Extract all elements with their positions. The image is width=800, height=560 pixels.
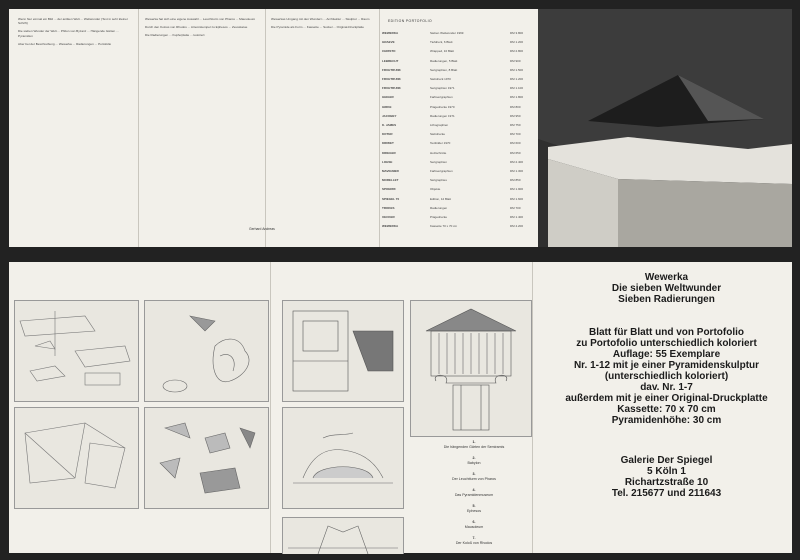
edition-price: DM 900 [510,58,521,63]
edition-row [382,123,527,131]
caption-number: 4. [472,488,476,492]
etching-colossus-rhodos [282,517,404,554]
edition-row [382,31,527,39]
essay-column-2 [145,17,257,239]
info-artist: Wewerka [644,272,689,283]
edition-work: Wrapped, 10 Blatt [430,49,454,54]
edition-artist: UECKER [382,215,395,219]
info-pyramid-height: Pyramidenhöhe: 30 cm [611,415,722,426]
etching-temple-ephesos [410,300,532,437]
edition-work: Farbserigraphien [430,95,453,100]
edition-price: DM 1.900 [510,187,524,192]
edition-price: DM 800 [510,104,521,109]
caption-number: 2. [472,456,476,460]
info-title: Die sieben Weltwunder [611,283,722,294]
edition-row [382,141,527,149]
essay-column-1 [18,17,130,239]
essay-paragraph: Wewerkas Umgang mit den Wundern ... Architektur ... Skulptur ... Raum [271,17,370,21]
essay-paragraph: Wewerka hat sich eine eigene Auswahl ... Leuchtturm von Pharos ... Mausoleum [145,17,256,21]
edition-price: DM 2.800 [510,49,524,54]
gallery-phone: Tel. 215677 und 211643 [611,488,722,499]
edition-work: Radierungen 1971 [430,113,455,118]
edition-row [382,206,527,214]
edition-artist: TROKES [382,205,395,210]
info-edition-size: Auflage: 55 Exemplare [612,349,721,360]
caption-number: 7. [472,536,476,540]
edition-artist: KOTER [382,132,393,137]
gallery-city: 5 Köln 1 [647,466,686,477]
essay-paragraph: Wenn hier einmal ein Bild ... der antiken Welt ... Weltwunder (Text in sehr kleiner Schrift) [18,17,128,26]
caption-title: Der Koloß von Rhodos [455,541,493,545]
edition-price: DM 600 [510,141,521,146]
edition-work: Holzschnitte [430,150,447,155]
edition-row [382,105,527,113]
edition-row [382,169,527,177]
caption-title: Das Pyramidenmuseum [454,493,494,497]
top-leaflet [9,9,792,247]
edition-row [382,86,527,94]
caption-number: 3. [472,472,476,476]
edition-row [382,215,527,223]
edition-price: DM 750 [510,123,521,127]
edition-artist: GIRKE [382,104,392,109]
pyramid-sculpture-image [538,9,792,247]
bottom-leaflet [9,262,792,553]
edition-work: Siebdruck 1970 [430,77,451,81]
edition-title: EDITION PORTOFOLIO [388,19,432,23]
edition-work: Siebdrucke [430,132,446,137]
author-signature: Gerhard Andreas [249,227,275,231]
edition-work: Sieben Weltwunder 1969 [430,31,464,35]
edition-price: DM 3.800 [510,31,524,35]
edition-work: Radierungen [430,205,448,210]
edition-price: DM 850 [510,178,521,183]
edition-artist: FRUHTRUNK [382,77,401,81]
edition-artist: MAVIGNIER [382,169,399,173]
edition-row [382,178,527,186]
edition-price: DM 1.200 [510,77,524,81]
edition-price: DM 1.800 [510,95,524,100]
edition-work: Serigraphien 1971 [430,86,455,91]
etching-mausoleum [282,407,404,509]
edition-price: DM 950 [510,113,521,118]
info-line: Nr. 1-12 mit je einer Pyramidenskulptur [573,360,760,371]
edition-row [382,49,527,57]
edition-price: DM 4.200 [510,224,524,229]
edition-price: DM 2.400 [510,159,524,164]
edition-row [382,151,527,159]
caption-number: 6. [472,520,476,524]
edition-artist: FRUHTRUNK [382,86,401,91]
etching-hanging-gardens [14,300,139,402]
edition-price: DM 700 [510,205,521,210]
edition-row [382,59,527,67]
edition-artist: JACOBEY [382,113,397,118]
edition-artist: LOHSE [382,159,393,164]
essay-paragraph: Aber bei der Beschreibung ... Wewerka ... Radierungen ... Portofolio [18,41,112,46]
fold-line [138,9,139,247]
edition-artist: KRIEGER [382,150,396,155]
edition-artist: GRAEVE [382,40,395,45]
edition-price: DM 650 [510,150,521,155]
info-line: zu Portofolio unterschiedlich koloriert [576,338,757,349]
fold-line [265,9,266,247]
edition-artist: KRIWET [382,141,394,146]
gallery-street: Richartzstraße 10 [624,477,709,488]
edition-row [382,132,527,140]
info-line: dav. Nr. 1-7 [640,382,693,393]
info-box-size: Kassette: 70 x 70 cm [617,404,716,415]
edition-price: DM 1.500 [510,67,524,72]
info-line: Blatt für Blatt und von Portofolio [589,327,744,338]
pyramid-sculpture-photo [538,9,792,247]
edition-artist: LEBRECHT [382,58,399,63]
essay-paragraph: Die Pyramide als Form ... Kassette ... Sockel ... Original-Druckplatte [271,25,365,30]
edition-work: Radierungen, 5 Blatt [430,58,458,63]
essay-column-3 [271,17,373,217]
caption-number: 5. [472,504,476,508]
edition-artist: CHRISTO [382,49,396,54]
etching-pyramids [14,407,139,509]
edition-work: Kassette 70 x 70 cm [430,224,458,229]
edition-work: Lithographien [430,123,449,127]
edition-work: Serigraphien, 8 Blatt [430,67,458,72]
edition-work: Edition, 12 Blatt [430,196,452,201]
etching-lighthouse-pharos [282,300,404,402]
edition-work: Farbserigraphien [430,169,453,173]
edition-work: Prägedrucke [430,215,448,219]
edition-artist: SPOERRI [382,187,396,192]
edition-price: DM 1.400 [510,215,524,219]
edition-price: DM 1.100 [510,86,524,91]
edition-row [382,40,527,48]
edition-row [382,68,527,76]
etching-babylon [144,300,269,402]
edition-row [382,95,527,103]
caption-title: Babylon [467,461,481,465]
info-subtitle: Sieben Radierungen [618,294,715,305]
fold-line [270,262,271,553]
edition-work: Tiefdruck, 6 Blatt [430,40,453,45]
edition-row [382,224,527,232]
essay-paragraph: Durch den Koloss von Rhodos ... Artemistempel zu Ephesos ... Zeusstatue [145,25,248,30]
caption-number: 1. [472,440,476,444]
essay-paragraph: Die Radierungen ... Kupferplatte ... koloriert [145,33,205,38]
edition-price: DM 1.600 [510,196,524,201]
caption-title: Die hängenden Gärten der Semiramis [443,445,505,449]
info-line: außerdem mit je einer Original-Druckplatte [565,393,768,404]
edition-work: Sérigraphies [430,178,447,183]
edition-row [382,187,527,195]
edition-row [382,197,527,205]
edition-work: Objekte [430,187,441,192]
edition-artist: K. JAMES [382,123,397,127]
edition-artist: GEIGER [382,95,394,100]
edition-row [382,77,527,85]
edition-row [382,160,527,168]
edition-price: DM 1.300 [510,169,524,173]
edition-price: DM 700 [510,132,521,137]
edition-work: Prägedrucke 1970 [430,104,455,109]
edition-artist: SPIEGEL 70 [382,196,400,201]
gallery-name: Galerie Der Spiegel [620,455,713,466]
edition-artist: WEWERKA [382,31,399,35]
essay-paragraph: Die sieben Wunder der Welt ... Philon von Byzanz ... Hängende Gärten ... Pyramiden [18,29,119,38]
edition-price: DM 1.200 [510,40,524,45]
fold-line [379,9,380,247]
edition-row [382,114,527,122]
edition-artist: MORELLET [382,178,399,183]
caption-title: Der Leuchtturm von Pharos [452,477,496,481]
edition-artist: WEWERKA [382,224,399,229]
edition-artist: FRUHTRUNK [382,67,401,72]
caption-title: Ephesos [467,509,481,513]
info-line: (unterschiedlich koloriert) [604,371,729,382]
edition-work: Textbilder 1970 [430,141,451,146]
etching-fragments [144,407,269,509]
edition-work: Serigraphien [430,159,448,164]
caption-title: Mausoleum [464,525,484,529]
